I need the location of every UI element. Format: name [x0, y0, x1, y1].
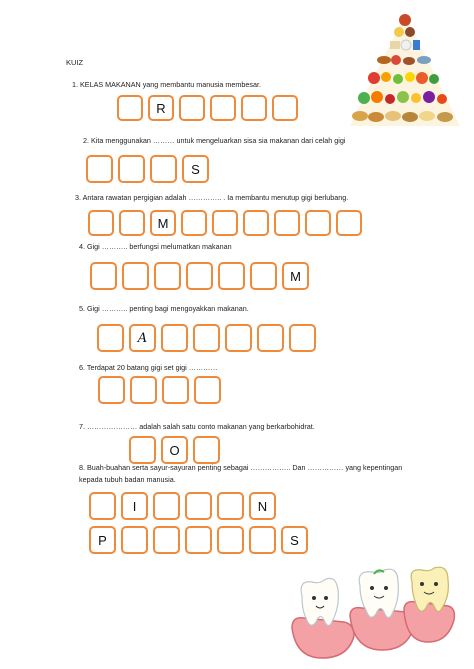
- answer-box[interactable]: [179, 95, 205, 121]
- question-6-text: 6. Terdapat 20 batang gigi set gigi …………: [79, 363, 218, 372]
- answer-box[interactable]: [243, 210, 269, 236]
- answer-box[interactable]: R: [148, 95, 174, 121]
- question-2-text: 2. Kita menggunakan ……… untuk mengeluarkan sisa sia makanan dari celah gigi: [83, 136, 346, 145]
- answer-box[interactable]: [186, 262, 213, 290]
- question-4-text: 4. Gigi ……….. berfungsi melumatkan makanan: [79, 242, 232, 251]
- answer-box[interactable]: S: [281, 526, 308, 554]
- answer-box[interactable]: P: [89, 526, 116, 554]
- answer-box[interactable]: I: [121, 492, 148, 520]
- answer-box[interactable]: [119, 210, 145, 236]
- answer-row-5: [97, 324, 321, 352]
- answer-box[interactable]: [274, 210, 300, 236]
- answer-box[interactable]: [162, 376, 189, 404]
- answer-box[interactable]: [129, 436, 156, 464]
- answer-box[interactable]: [181, 210, 207, 236]
- answer-box[interactable]: [305, 210, 331, 236]
- answer-box[interactable]: [130, 376, 157, 404]
- answer-box[interactable]: [194, 376, 221, 404]
- answer-box[interactable]: [217, 492, 244, 520]
- answer-box[interactable]: [336, 210, 362, 236]
- answer-row-6: [98, 376, 226, 404]
- answer-row-1: [117, 95, 303, 121]
- answer-box[interactable]: [122, 262, 149, 290]
- answer-box[interactable]: [272, 95, 298, 121]
- answer-box[interactable]: [121, 526, 148, 554]
- answer-box[interactable]: [154, 262, 181, 290]
- answer-box[interactable]: [161, 324, 188, 352]
- question-8-text: 8. Buah-buahan serta sayur-sayuran penting sebagai …………….. Dan …………… yang kepentingan: [79, 463, 403, 472]
- answer-box[interactable]: [185, 492, 212, 520]
- answer-box[interactable]: M: [150, 210, 176, 236]
- answer-row-8a: [89, 492, 281, 520]
- answer-box[interactable]: [218, 262, 245, 290]
- answer-row-7: [129, 436, 225, 464]
- answer-box[interactable]: [257, 324, 284, 352]
- answer-row-3: [88, 210, 367, 236]
- answer-box[interactable]: N: [249, 492, 276, 520]
- answer-box[interactable]: [97, 324, 124, 352]
- answer-row-8b: [89, 526, 313, 554]
- answer-box[interactable]: [193, 436, 220, 464]
- answer-box[interactable]: [212, 210, 238, 236]
- answer-box[interactable]: [98, 376, 125, 404]
- answer-box[interactable]: [249, 526, 276, 554]
- answer-row-2: [86, 155, 214, 183]
- answer-box[interactable]: [185, 526, 212, 554]
- answer-box[interactable]: [289, 324, 316, 352]
- food-pyramid-illustration: [346, 10, 464, 130]
- answer-box[interactable]: [90, 262, 117, 290]
- answer-box[interactable]: [89, 492, 116, 520]
- question-5-text: 5. Gigi ……….. penting bagi mengoyakkan makanan.: [79, 304, 249, 313]
- answer-box[interactable]: O: [161, 436, 188, 464]
- answer-box[interactable]: [153, 492, 180, 520]
- answer-box[interactable]: [118, 155, 145, 183]
- answer-box[interactable]: [217, 526, 244, 554]
- question-8-text-line2: kepada tubuh badan manusia.: [79, 475, 176, 484]
- answer-box[interactable]: [241, 95, 267, 121]
- question-1-text: 1. KELAS MAKANAN yang membantu manusia membesar.: [72, 80, 261, 89]
- answer-box[interactable]: S: [182, 155, 209, 183]
- cartoon-teeth-illustration: [288, 566, 458, 664]
- answer-box[interactable]: [193, 324, 220, 352]
- answer-box[interactable]: [86, 155, 113, 183]
- quiz-heading: KUIZ: [66, 58, 84, 67]
- question-7-text: 7. ………………… adalah salah satu conto makanan yang berkarbohidrat.: [79, 422, 315, 431]
- answer-box[interactable]: [150, 155, 177, 183]
- question-3-text: 3. Antara rawatan pergigian adalah ………….. . Ia membantu menutup gigi berlubang.: [75, 193, 349, 202]
- answer-box[interactable]: [88, 210, 114, 236]
- answer-box[interactable]: [210, 95, 236, 121]
- answer-box[interactable]: [250, 262, 277, 290]
- answer-box[interactable]: [117, 95, 143, 121]
- answer-row-4: [90, 262, 314, 290]
- answer-box[interactable]: A: [129, 324, 156, 352]
- answer-box[interactable]: [225, 324, 252, 352]
- answer-box[interactable]: M: [282, 262, 309, 290]
- answer-box[interactable]: [153, 526, 180, 554]
